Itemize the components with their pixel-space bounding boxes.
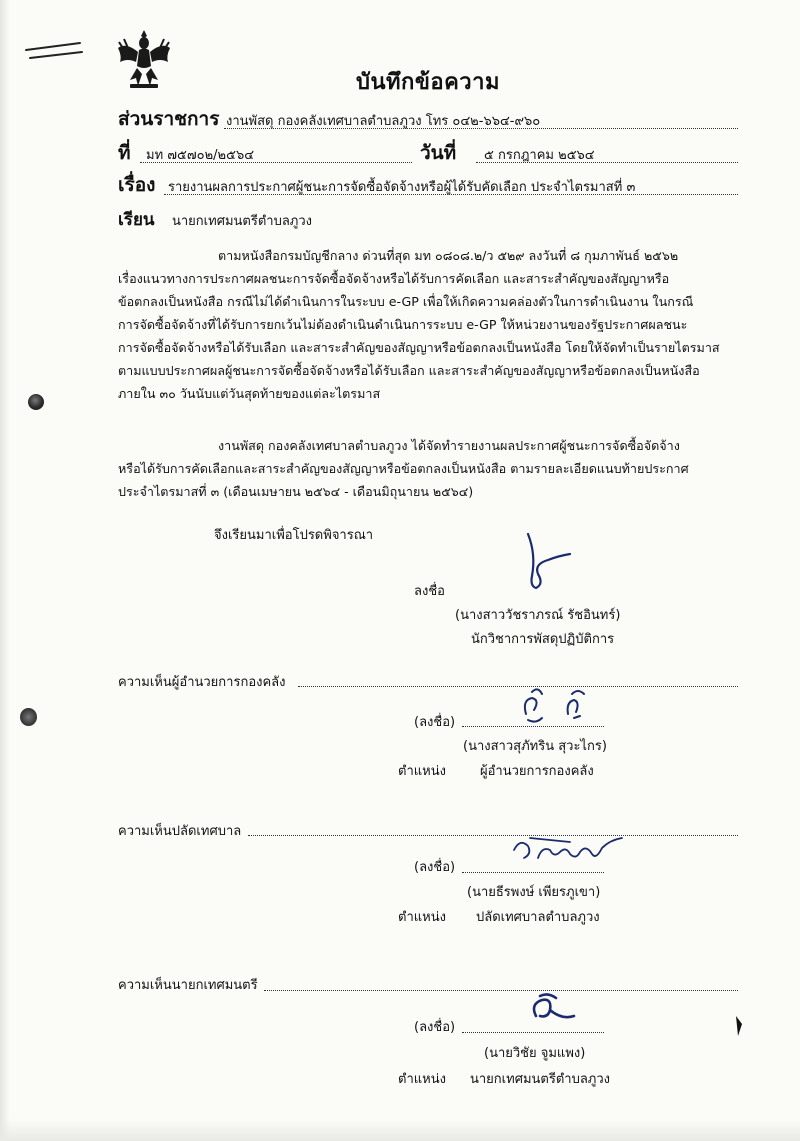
deputy-position-label: ตำแหน่ง (398, 910, 446, 925)
body-line: ประจำไตรมาสที่ ๓ (เดือนเมษายน ๒๕๖๔ - เดือนมิถุนายน ๒๕๖๔) (118, 484, 474, 499)
mayor-name: (นายวิชัย จูมแพง) (484, 1046, 586, 1061)
opinion-finance-director-label: ความเห็นผู้อำนวยการกองคลัง (118, 675, 286, 690)
punch-hole (28, 394, 44, 410)
body-line: ตามหนังสือกรมบัญชีกลาง ด่วนที่สุด มท ๐๘๐๘.๒/ว ๕๒๙ ลงวันที่ ๘ กุมภาพันธ์ ๒๕๖๒ (218, 248, 679, 263)
mayor-signature (522, 990, 586, 1030)
finance-director-sign-label: (ลงชื่อ) (414, 715, 456, 730)
salutation-label: เรียน (118, 210, 155, 230)
scan-bottom-shadow (0, 1119, 800, 1141)
ref-value: มท ๗๕๗๐๒/๒๕๖๔ (146, 148, 255, 163)
finance-director-name: (นางสาวสุภัทริน สุวะไกร) (463, 739, 607, 754)
closing-text: จึงเรียนมาเพื่อโปรดพิจารณา (214, 528, 374, 543)
body-line: เรื่องแนวทางการประกาศผลชนะการจัดซื้อจัดจ้างหรือได้รับการคัดเลือก และสาระสำคัญของสัญญาหรือ (118, 271, 670, 286)
subject-label: เรื่อง (118, 174, 156, 196)
author-name: (นางสาววัชราภรณ์ รัชอินทร์) (455, 608, 621, 623)
mayor-position: นายกเทศมนตรีตำบลภูวง (470, 1072, 610, 1087)
finance-director-position-label: ตำแหน่ง (398, 764, 446, 779)
finance-director-signature (508, 680, 594, 730)
body-line: ข้อตกลงเป็นหนังสือ กรณีไม่ได้ดำเนินการในระบบ e-GP เพื่อให้เกิดความคล่องตัวในการดำเนินงาน ในกรณี (118, 294, 694, 309)
agency-label: ส่วนราชการ (118, 108, 220, 130)
date-dotted-line (476, 162, 738, 163)
deputy-sign-label: (ลงชื่อ) (414, 860, 456, 875)
mayor-sign-line (462, 1032, 604, 1033)
deputy-name: (นายธีรพงษ์ เพียรภูเขา) (467, 885, 601, 900)
body-line: หรือได้รับการคัดเลือกและสาระสำคัญของสัญญาหรือข้อตกลงเป็นหนังสือ ตามรายละเอียดแนบท้ายประกาศ (118, 461, 689, 476)
opinion-deputy-label: ความเห็นปลัดเทศบาล (118, 824, 242, 839)
author-signature (514, 526, 574, 596)
finance-director-position: ผู้อำนวยการกองคลัง (480, 764, 594, 779)
deputy-signature (510, 828, 630, 872)
punch-hole (20, 708, 37, 726)
deputy-position: ปลัดเทศบาลตำบลภูวง (476, 910, 600, 925)
body-line: ภายใน ๓๐ วันนับแต่วันสุดท้ายของแต่ละไตรมาส (118, 386, 381, 401)
agency-dotted-line (224, 128, 738, 129)
finance-director-sign-line (462, 726, 604, 727)
subject-value: รายงานผลการประกาศผู้ชนะการจัดซื้อจัดจ้างหรือผู้ได้รับคัดเลือก ประจำไตรมาสที่ ๓ (168, 180, 636, 195)
opinion-mayor-label: ความเห็นนายกเทศมนตรี (118, 978, 258, 993)
handwritten-mark (22, 38, 86, 64)
salutation-value: นายกเทศมนตรีตำบลภูวง (172, 214, 312, 229)
body-paragraph-1 (118, 244, 720, 405)
mayor-sign-label: (ลงชื่อ) (414, 1020, 456, 1035)
date-label: วันที่ (420, 142, 457, 164)
body-line: ตามแบบประกาศผลผู้ชนะการจัดซื้อจัดจ้างหรือได้รับเลือก และสาระสำคัญของสัญญาหรือข้อตกลงเป็นหนังสือ (118, 363, 700, 378)
opinion-deputy-line (248, 835, 738, 836)
agency-value: งานพัสดุ กองคลังเทศบาลตำบลภูวง โทร ๐๔๒-๖๖๔-๙๖๐ (226, 114, 541, 129)
body-line: การจัดซื้อจัดจ้างที่ได้รับการยกเว้นไม่ต้องดำเนินดำเนินการระบบ e-GP ให้หน่วยงานของรัฐประกาศผลชนะ (118, 317, 688, 332)
scan-edge-shadow (0, 0, 10, 1141)
ref-label: ที่ (118, 142, 131, 164)
author-sign-label: ลงชื่อ (414, 584, 445, 599)
body-line: การจัดซื้อจัดจ้างหรือได้รับเลือก และสาระสำคัญของสัญญาหรือข้อตกลงเป็นหนังสือ โดยให้จัดทำเป็นรายไตรมาส (118, 340, 720, 355)
memo-title: บันทึกข้อความ (356, 70, 501, 95)
deputy-sign-line (462, 872, 604, 873)
body-line: งานพัสดุ กองคลังเทศบาลตำบลภูวง ได้จัดทำรายงานผลประกาศผู้ชนะการจัดซื้อจัดจ้าง (218, 438, 680, 453)
date-value: ๕ กรกฎาคม ๒๕๖๔ (484, 148, 595, 163)
ref-dotted-line (140, 162, 412, 163)
garuda-emblem-icon (116, 28, 172, 90)
ink-mark (732, 1014, 746, 1038)
subject-dotted-line (164, 194, 738, 195)
body-paragraph-2 (118, 434, 689, 503)
mayor-position-label: ตำแหน่ง (398, 1072, 446, 1087)
author-position: นักวิชาการพัสดุปฏิบัติการ (471, 632, 615, 647)
opinion-mayor-line (264, 990, 738, 991)
